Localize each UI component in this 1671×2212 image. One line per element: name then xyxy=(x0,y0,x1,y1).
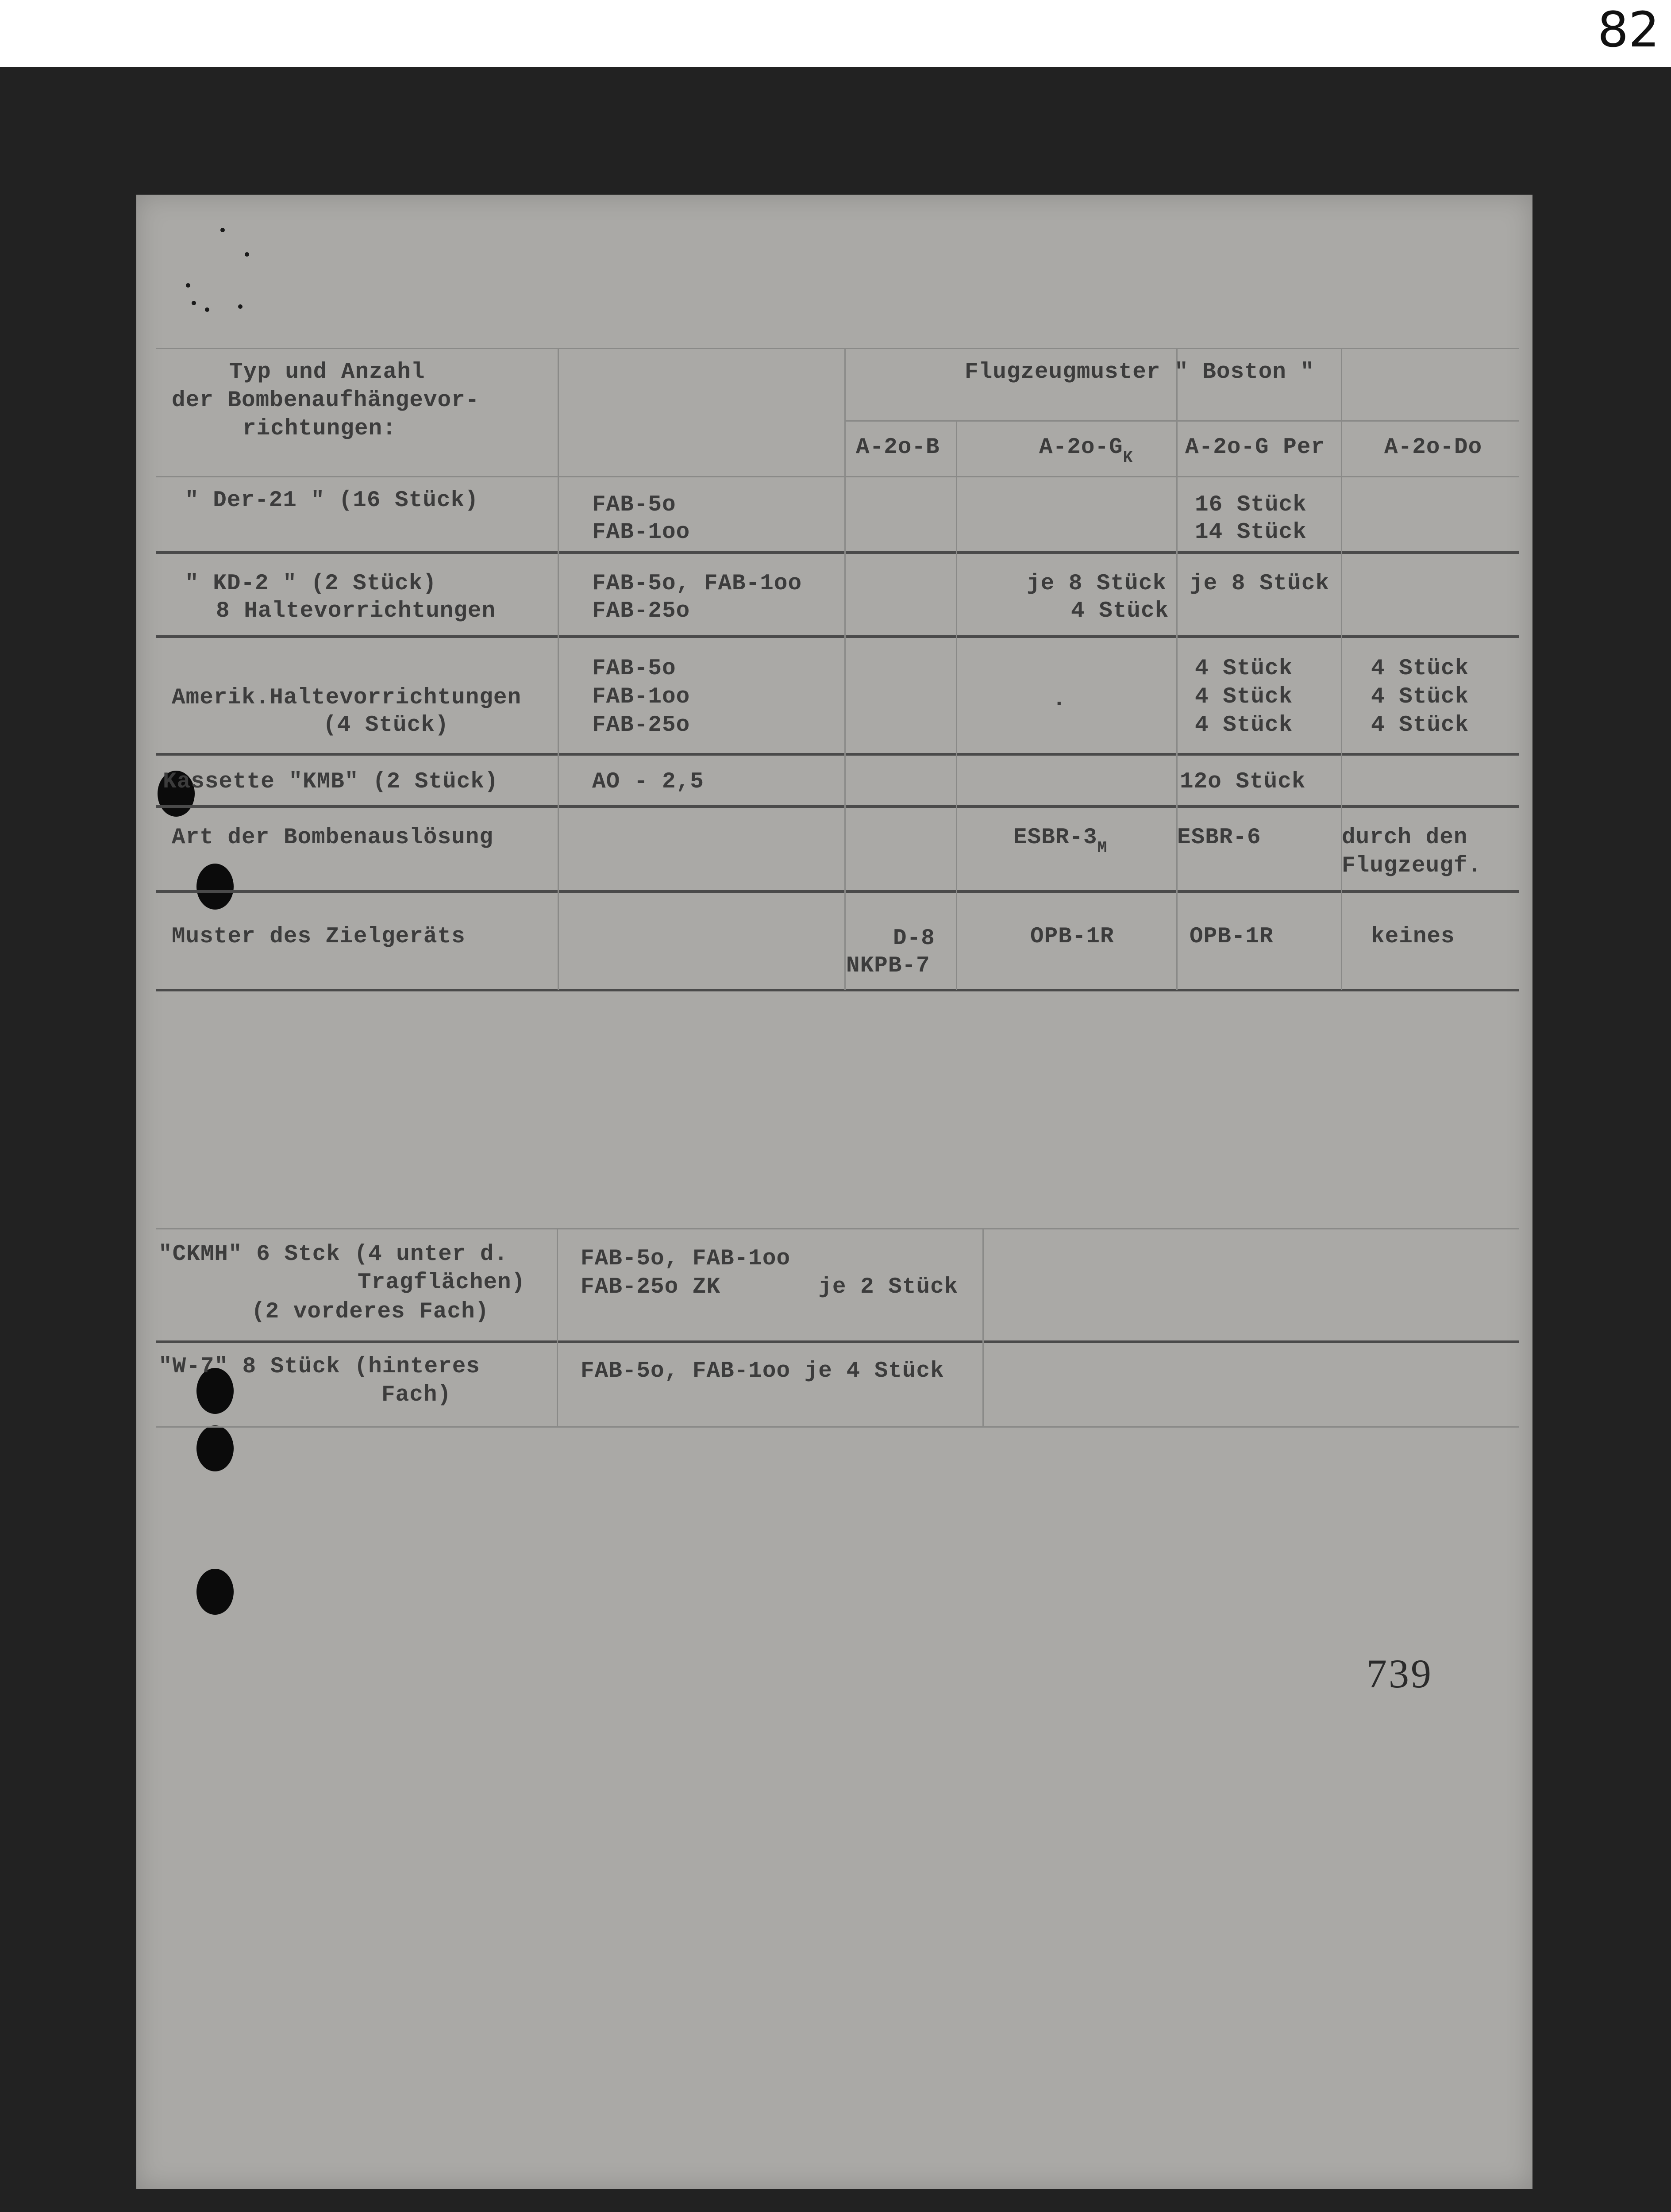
rule xyxy=(156,635,1519,638)
speck xyxy=(186,283,190,288)
rule xyxy=(156,805,1519,808)
speck xyxy=(205,307,209,312)
row-amerik-name: Amerik.Haltevorrichtungen xyxy=(172,685,522,710)
row-ckmh-name: Tragflächen) xyxy=(358,1270,526,1295)
row-ckmh-bomb: FAB-25o ZK je 2 Stück xyxy=(581,1275,959,1300)
header-strip xyxy=(0,0,1671,67)
row-der21-name: " Der-21 " (16 Stück) xyxy=(185,488,479,513)
row-der21-gper: 16 Stück xyxy=(1195,492,1307,518)
row-kd2-name: 8 Haltevorrichtungen xyxy=(216,599,496,624)
row-ckmh-name: "CKMH" 6 Stck (4 unter d. xyxy=(158,1242,508,1267)
header-aircraft-group: Flugzeugmuster " Boston " xyxy=(965,360,1315,385)
row-kmb-gper: 12o Stück xyxy=(1180,769,1306,795)
row-kd2-bomb: FAB-5o, FAB-1oo xyxy=(592,571,802,596)
row-amerik-bomb: FAB-1oo xyxy=(592,684,690,710)
row-release-do: Flugzeugf. xyxy=(1342,853,1482,879)
folio-number: 739 xyxy=(1367,1651,1433,1696)
column-divider xyxy=(558,348,559,990)
page-number: 82 xyxy=(1598,1,1659,58)
row-amerik-bomb: FAB-25o xyxy=(592,713,690,738)
row-amerik-name: (4 Stück) xyxy=(323,713,449,738)
header-type-label: richtungen: xyxy=(243,416,397,442)
row-kmb-name: Kassette "KMB" (2 Stück) xyxy=(163,769,499,795)
row-sight-gk: OPB-1R xyxy=(1030,924,1114,949)
row-kd2-gk: je 8 Stück xyxy=(1027,571,1167,596)
row-sight-name: Muster des Zielgeräts xyxy=(172,924,466,949)
row-kmb-bomb: AO - 2,5 xyxy=(592,769,704,795)
row-sight-gper: OPB-1R xyxy=(1190,924,1274,949)
rule xyxy=(156,1228,1519,1229)
row-release-do: durch den xyxy=(1342,825,1468,850)
row-kd2-gper: je 8 Stück xyxy=(1190,571,1330,596)
row-release-gk xyxy=(1013,824,1108,857)
column-divider xyxy=(557,1228,558,1427)
rule xyxy=(156,989,1519,991)
speck xyxy=(192,301,196,305)
row-ckmh-name: (2 vorderes Fach) xyxy=(251,1299,489,1325)
header-model-gper: A-2o-G Per xyxy=(1185,435,1325,460)
header-model-gk xyxy=(1039,434,1133,467)
punch-hole xyxy=(196,864,234,910)
header-type-label: Typ und Anzahl xyxy=(229,360,425,385)
rule xyxy=(156,348,1519,349)
row-amerik-bomb: FAB-5o xyxy=(592,656,676,681)
row-amerik-gper: 4 Stück xyxy=(1195,684,1293,710)
row-w7-name: Fach) xyxy=(381,1382,452,1408)
row-w7-bomb: FAB-5o, FAB-1oo je 4 Stück xyxy=(581,1359,944,1384)
rule xyxy=(156,551,1519,554)
speck xyxy=(238,304,243,309)
row-der21-bomb: FAB-5o xyxy=(592,492,676,518)
column-divider xyxy=(1176,348,1178,990)
row-sight-b: D-8 xyxy=(893,926,935,951)
row-sight-b: NKPB-7 xyxy=(846,953,930,979)
rule xyxy=(844,420,1519,422)
row-amerik-gper: 4 Stück xyxy=(1195,656,1293,681)
rule xyxy=(156,890,1519,893)
gk-label: A-2o-G xyxy=(1039,435,1123,460)
punch-hole xyxy=(196,1569,234,1615)
rule xyxy=(156,1340,1519,1343)
row-amerik-do: 4 Stück xyxy=(1371,684,1469,710)
column-divider xyxy=(982,1228,984,1427)
column-divider xyxy=(844,348,846,990)
rule xyxy=(156,476,1519,477)
row-release-gper: ESBR-6 xyxy=(1177,825,1261,850)
header-type-label: der Bombenaufhängevor- xyxy=(172,388,480,413)
row-kd2-bomb: FAB-25o xyxy=(592,599,690,624)
row-amerik-gk: . xyxy=(1052,687,1067,712)
rule xyxy=(156,753,1519,756)
row-amerik-gper: 4 Stück xyxy=(1195,713,1293,738)
row-der21-gper: 14 Stück xyxy=(1195,520,1307,545)
row-kd2-name: " KD-2 " (2 Stück) xyxy=(185,571,437,596)
document-sheet xyxy=(136,195,1532,2189)
row-der21-bomb: FAB-1oo xyxy=(592,520,690,545)
row-amerik-do: 4 Stück xyxy=(1371,656,1469,681)
header-model-do: A-2o-Do xyxy=(1384,435,1482,460)
row-sight-do: keines xyxy=(1371,924,1455,949)
esbr3-label: ESBR-3 xyxy=(1013,825,1097,850)
row-ckmh-bomb: FAB-5o, FAB-1oo xyxy=(581,1246,791,1271)
punch-hole xyxy=(196,1425,234,1471)
esbr3-subscript: M xyxy=(1097,839,1108,857)
row-amerik-do: 4 Stück xyxy=(1371,713,1469,738)
speck xyxy=(220,228,225,232)
gk-subscript: K xyxy=(1123,449,1133,467)
row-w7-name: "W-7" 8 Stück (hinteres xyxy=(158,1354,480,1379)
speck xyxy=(245,252,249,257)
column-divider xyxy=(1341,348,1342,990)
rule xyxy=(156,1426,1519,1428)
row-kd2-gk: 4 Stück xyxy=(1071,599,1169,624)
header-model-b: A-2o-B xyxy=(856,435,940,460)
row-release-name: Art der Bombenauslösung xyxy=(172,825,493,850)
column-divider xyxy=(956,420,957,990)
